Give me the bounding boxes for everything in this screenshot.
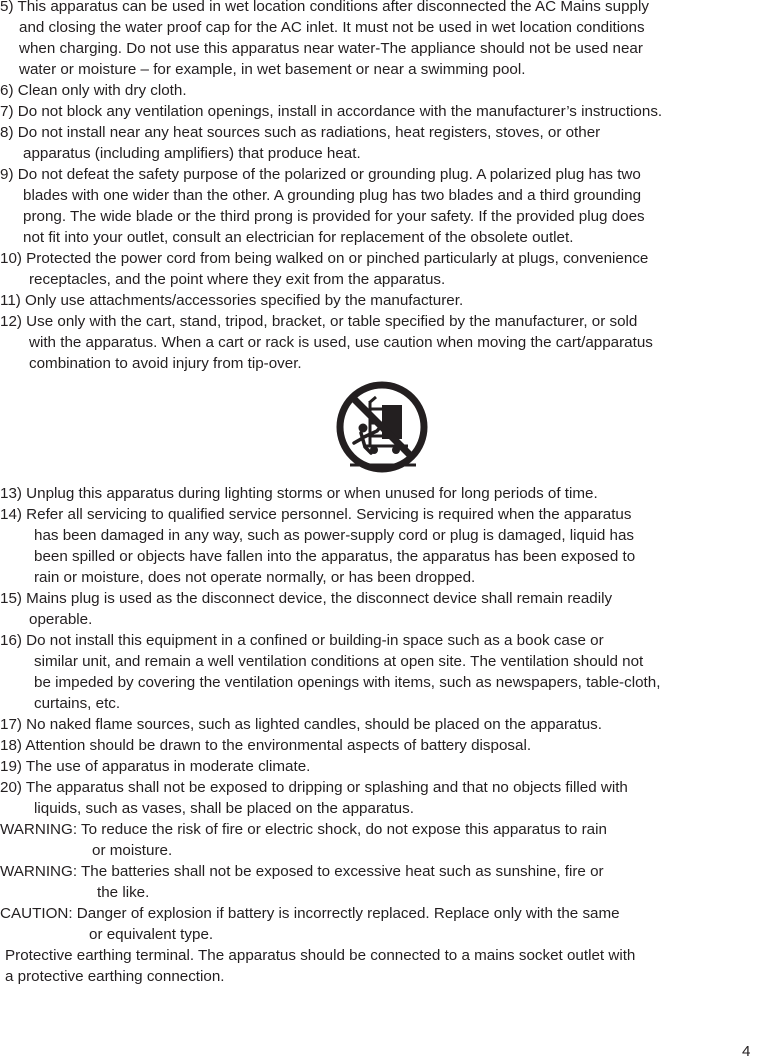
instruction-line: and closing the water proof cap for the AC inlet. It must not be used in wet location conditions [19,19,645,36]
instruction-line: 5) This apparatus can be used in wet location conditions after disconnected the AC Mains supply [0,0,649,15]
instruction-line: 11) Only use attachments/accessories specified by the manufacturer. [0,292,464,309]
instruction-line: 10) Protected the power cord from being walked on or pinched particularly at plugs, convenience [0,250,649,267]
warning-line: the like. [97,884,150,901]
instruction-line: with the apparatus. When a cart or rack is used, use caution when moving the cart/apparatus [29,334,653,351]
instruction-line: 6) Clean only with dry cloth. [0,82,187,99]
instruction-line: apparatus (including amplifiers) that produce heat. [23,145,361,162]
instruction-line: water or moisture – for example, in wet basement or near a swimming pool. [19,61,526,78]
warning-line: or moisture. [92,842,173,859]
instruction-line: 20) The apparatus shall not be exposed to dripping or splashing and that no objects filled with [0,779,628,796]
caution-line: or equivalent type. [89,926,214,943]
instruction-line: 15) Mains plug is used as the disconnect device, the disconnect device shall remain readily [0,590,613,607]
instruction-line: 12) Use only with the cart, stand, tripod, bracket, or table specified by the manufacturer, or sold [0,313,638,330]
instruction-line: rain or moisture, does not operate normally, or has been dropped. [34,569,476,586]
warning-line: WARNING: To reduce the risk of fire or electric shock, do not expose this apparatus to rain [0,821,607,838]
page-number: 4 [742,1043,751,1060]
instruction-line: 14) Refer all servicing to qualified service personnel. Servicing is required when the apparatus [0,506,632,523]
instruction-line: 17) No naked flame sources, such as lighted candles, should be placed on the apparatus. [0,716,602,733]
instruction-line: 9) Do not defeat the safety purpose of the polarized or grounding plug. A polarized plug has two [0,166,641,183]
instruction-line: not fit into your outlet, consult an electrician for replacement of the obsolete outlet. [23,229,574,246]
instruction-line: receptacles, and the point where they exit from the apparatus. [29,271,446,288]
instruction-line: has been damaged in any way, such as power-supply cord or plug is damaged, liquid has [34,527,634,544]
earthing-line: Protective earthing terminal. The apparatus should be connected to a mains socket outlet with [5,947,636,964]
instruction-line: prong. The wide blade or the third prong is provided for your safety. If the provided plug does [23,208,645,225]
instruction-line: blades with one wider than the other. A grounding plug has two blades and a third grounding [23,187,642,204]
instruction-line: combination to avoid injury from tip-over. [29,355,302,372]
earthing-line: a protective earthing connection. [5,968,225,985]
instruction-line: operable. [29,611,93,628]
instruction-line: been spilled or objects have fallen into the apparatus, the apparatus has been exposed to [34,548,636,565]
instruction-line: 13) Unplug this apparatus during lighting storms or when unused for long periods of time. [0,485,598,502]
instruction-line: liquids, such as vases, shall be placed on the apparatus. [34,800,414,817]
instruction-line: 18) Attention should be drawn to the environmental aspects of battery disposal. [0,737,532,754]
instruction-line: 7) Do not block any ventilation openings, install in accordance with the manufacturer’s instructions. [0,103,663,120]
cart-tip-over-warning-icon [336,381,428,473]
instruction-line: 19) The use of apparatus in moderate climate. [0,758,311,775]
instruction-line: be impeded by covering the ventilation openings with items, such as newspapers, table-cloth, [34,674,661,691]
caution-line: CAUTION: Danger of explosion if battery is incorrectly replaced. Replace only with the same [0,905,620,922]
instruction-line: 16) Do not install this equipment in a confined or building-in space such as a book case or [0,632,604,649]
instruction-line: 8) Do not install near any heat sources such as radiations, heat registers, stoves, or other [0,124,601,141]
warning-line: WARNING: The batteries shall not be exposed to excessive heat such as sunshine, fire or [0,863,604,880]
instruction-line: when charging. Do not use this apparatus near water-The appliance should not be used near [19,40,643,57]
instruction-line: similar unit, and remain a well ventilation conditions at open site. The ventilation should not [34,653,644,670]
instruction-line: curtains, etc. [34,695,121,712]
